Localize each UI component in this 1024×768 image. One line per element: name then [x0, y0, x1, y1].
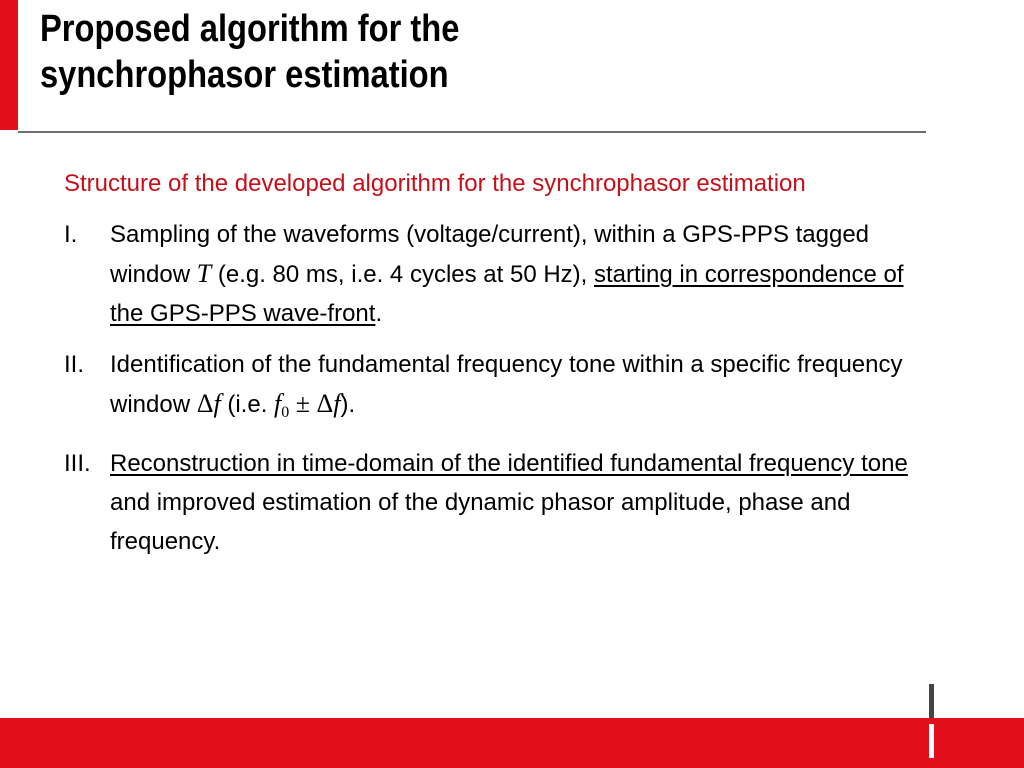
frequency-variable: f	[333, 389, 341, 418]
underlined-text: starting in correspondence of the GPS-PPS wave-front	[110, 261, 904, 327]
logo-mark-icon	[929, 724, 934, 758]
item-text: (e.g. 80 ms, i.e. 4 cycles at 50 Hz),	[211, 261, 594, 288]
item-text: ).	[340, 391, 356, 418]
subscript-zero: 0	[281, 404, 290, 421]
frequency-variable: f	[213, 389, 221, 418]
title-line-1: Proposed algorithm for the	[40, 8, 460, 50]
list-number: II.	[64, 351, 85, 378]
list-number: I.	[64, 221, 78, 248]
list-number: III.	[64, 450, 91, 477]
title-divider	[18, 131, 926, 133]
list-item-1	[64, 215, 934, 333]
list-item-3	[64, 444, 934, 561]
underlined-text: Reconstruction in time-domain of the identified fundamental frequency tone	[110, 450, 908, 477]
item-text: and improved estimation of the dynamic phasor amplitude, phase and frequency.	[110, 489, 851, 555]
slide-title	[40, 6, 797, 98]
fundamental-frequency-variable: f	[274, 389, 282, 418]
title-line-2: synchrophasor estimation	[40, 54, 449, 96]
delta-symbol: Δ	[196, 389, 214, 418]
window-variable: T	[196, 259, 212, 288]
item-text: Identification of the fundamental frequency tone within a specific frequency window	[110, 351, 903, 418]
logo-mark-icon	[929, 684, 934, 718]
item-text: Sampling of the waveforms (voltage/current), within a GPS-PPS tagged window	[110, 221, 870, 288]
slide-body	[64, 164, 934, 573]
item-text: .	[375, 300, 383, 327]
slide-subtitle: Structure of the developed algorithm for the synchrophasor estimation	[64, 170, 806, 197]
list-item-2	[64, 345, 934, 432]
title-accent-bar	[0, 0, 18, 130]
footer-bar	[0, 718, 1024, 768]
item-text: (i.e.	[220, 391, 275, 418]
plus-minus-delta: ± Δ	[289, 389, 334, 418]
